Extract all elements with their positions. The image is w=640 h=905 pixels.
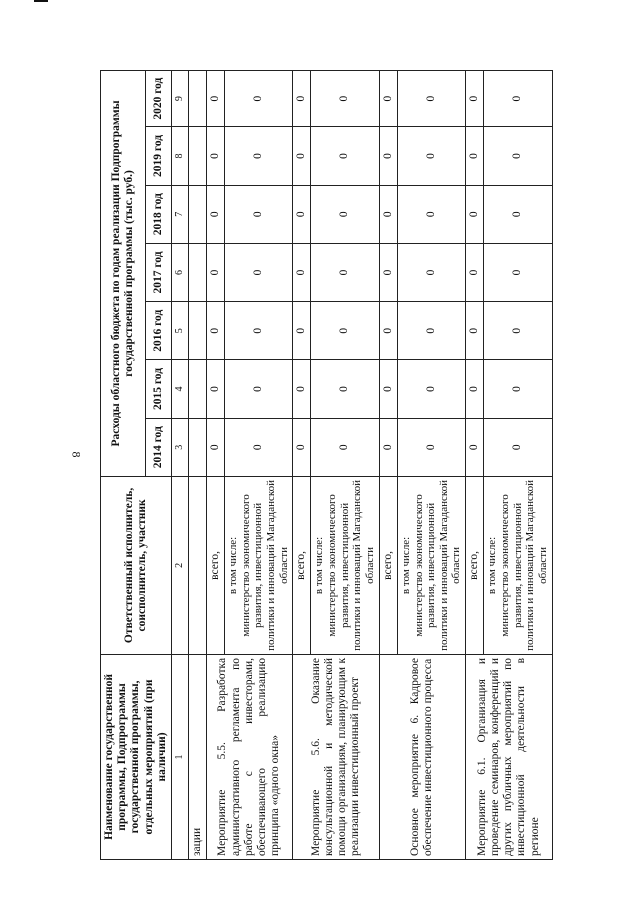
value-cell: 0 (397, 418, 465, 476)
column-number: 2 (172, 476, 189, 654)
value-cell: 0 (225, 243, 293, 301)
responsible-org (397, 476, 465, 654)
column-number: 3 (172, 418, 189, 476)
value-cell: 0 (379, 127, 397, 185)
budget-sheet (100, 70, 560, 860)
value-cell: 0 (311, 243, 379, 301)
measure-name: Мероприятие 5.6. Оказание консультационной и методической помощи организациям, планирующим к реализации инвестиционный проект (293, 654, 379, 859)
value-cell: 0 (206, 418, 224, 476)
column-number: 4 (172, 360, 189, 418)
column-number: 1 (172, 654, 189, 859)
value-cell: 0 (311, 360, 379, 418)
column-number: 9 (172, 71, 189, 127)
value-cell: 0 (311, 185, 379, 243)
value-cell: 0 (293, 243, 311, 301)
header-year: 2018 год (146, 185, 172, 243)
responsible-org (311, 476, 379, 654)
header-responsible: Ответственный исполнитель, соисполнитель, участник (101, 476, 172, 654)
value-cell: 0 (379, 185, 397, 243)
value-cell: 0 (397, 185, 465, 243)
measure-name: Мероприятие 5.5. Разработка административного регламента по работе с инвесторами, обеспечивающего реализацию принципа «одного окна» (206, 654, 292, 859)
value-cell: 0 (484, 418, 552, 476)
value-cell: 0 (484, 185, 552, 243)
value-cell: 0 (379, 360, 397, 418)
value-cell: 0 (293, 418, 311, 476)
value-cell: 0 (225, 302, 293, 360)
responsible-total: всего, (466, 476, 484, 654)
value-cell: 0 (206, 243, 224, 301)
column-number: 5 (172, 302, 189, 360)
budget-table (100, 70, 553, 860)
header-year: 2017 год (146, 243, 172, 301)
value-cell: 0 (311, 71, 379, 127)
table-row (188, 71, 206, 860)
table-row (293, 71, 311, 860)
responsible-ministry: министерство экономического развития, инвестиционной политики и инноваций Магаданской области (239, 479, 290, 651)
page-number: 8 (69, 451, 84, 458)
value-cell: 0 (225, 360, 293, 418)
value-cell: 0 (397, 71, 465, 127)
responsible-including: в том числе: (399, 536, 412, 595)
header-year: 2016 год (146, 302, 172, 360)
responsible-including: в том числе: (313, 536, 326, 595)
value-cell: 0 (484, 127, 552, 185)
value-cell: 0 (397, 360, 465, 418)
table-row (379, 71, 397, 860)
responsible-total: всего, (379, 476, 397, 654)
responsible-ministry: министерство экономического развития, инвестиционной политики и инноваций Магаданской области (498, 479, 549, 651)
measure-name: Мероприятие 6.1. Организация и проведение семинаров, конференций и других публичных мероприятий по инвестиционной деятельности в регионе (466, 654, 552, 859)
header-year: 2014 год (146, 418, 172, 476)
header-year: 2019 год (146, 127, 172, 185)
value-cell: 0 (293, 71, 311, 127)
value-cell: 0 (484, 360, 552, 418)
header-budget: Расходы областного бюджета по годам реализации Подпрограммы государственной программы (тыс. руб.) (101, 71, 146, 477)
column-number: 7 (172, 185, 189, 243)
value-cell: 0 (397, 243, 465, 301)
column-number: 8 (172, 127, 189, 185)
value-cell: 0 (484, 243, 552, 301)
value-cell: 0 (397, 302, 465, 360)
value-cell: 0 (484, 71, 552, 127)
value-cell: 0 (466, 185, 484, 243)
responsible-ministry: министерство экономического развития, инвестиционной политики и инноваций Магаданской области (326, 479, 377, 651)
value-cell: 0 (466, 127, 484, 185)
value-cell: 0 (206, 360, 224, 418)
value-cell: 0 (206, 185, 224, 243)
value-cell: 0 (311, 127, 379, 185)
value-cell: 0 (206, 302, 224, 360)
value-cell: 0 (311, 418, 379, 476)
responsible-org (484, 476, 552, 654)
value-cell: 0 (484, 302, 552, 360)
value-cell: 0 (466, 418, 484, 476)
header-year: 2015 год (146, 360, 172, 418)
value-cell: 0 (206, 127, 224, 185)
value-cell: 0 (225, 418, 293, 476)
table-row (466, 71, 484, 860)
value-cell: 0 (466, 71, 484, 127)
measure-name: Основное мероприятие 6. Кадровое обеспечение инвестиционного процесса (379, 654, 465, 859)
measure-name: зации (188, 654, 206, 859)
value-cell: 0 (397, 127, 465, 185)
value-cell: 0 (225, 185, 293, 243)
value-cell: 0 (379, 71, 397, 127)
table-row (206, 71, 224, 860)
value-cell: 0 (466, 302, 484, 360)
responsible-total: всего, (293, 476, 311, 654)
responsible-including: в том числе: (486, 536, 499, 595)
value-cell: 0 (379, 302, 397, 360)
value-cell: 0 (379, 418, 397, 476)
responsible-org (225, 476, 293, 654)
responsible-total: всего, (206, 476, 224, 654)
value-cell: 0 (225, 127, 293, 185)
value-cell: 0 (293, 185, 311, 243)
value-cell: 0 (466, 243, 484, 301)
responsible-ministry: министерство экономического развития, инвестиционной политики и инноваций Магаданской области (412, 479, 463, 651)
header-year: 2020 год (146, 71, 172, 127)
header-name: Наименование государственной программы, Подпрограммы государственной программы, отдельных мероприятий (при наличии) (101, 654, 172, 859)
value-cell: 0 (225, 71, 293, 127)
value-cell: 0 (293, 127, 311, 185)
value-cell: 0 (206, 71, 224, 127)
scan-mark (34, 0, 48, 2)
responsible-including: в том числе: (227, 536, 240, 595)
value-cell: 0 (311, 302, 379, 360)
column-number: 6 (172, 243, 189, 301)
value-cell: 0 (293, 360, 311, 418)
value-cell: 0 (466, 360, 484, 418)
value-cell: 0 (379, 243, 397, 301)
value-cell: 0 (293, 302, 311, 360)
